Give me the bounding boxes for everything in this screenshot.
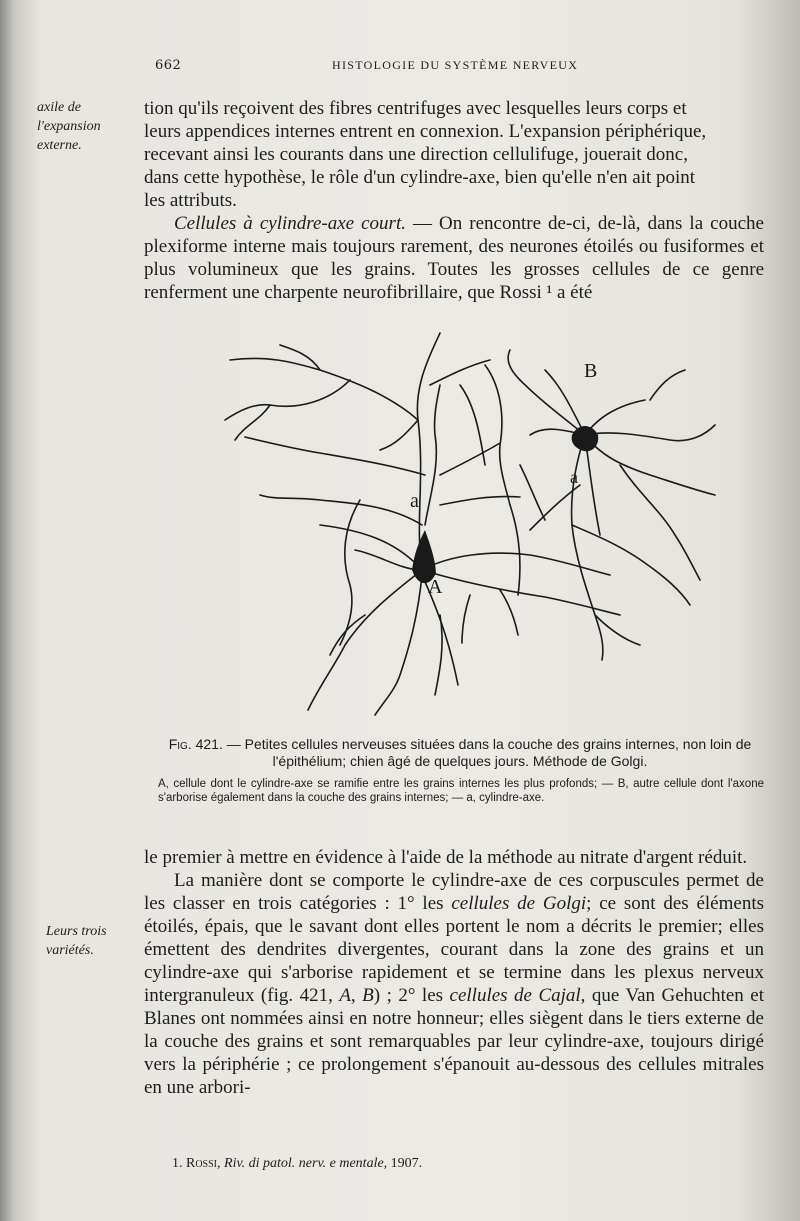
paragraph-4-italic: A, B [339,985,374,1006]
paragraph-2-text: — On rencontre de-ci, de-là, dans la couche plexiforme interne mais toujours rarement, des neurones étoilés ou fusiformes et plus volumineux que les grains. Toutes les grosses cellules de ce genre renferment une charpente neurofibrillaire, que Rossi ¹ a été [144,213,764,303]
paragraph-1-line: les attributs. [144,190,237,211]
figure-legend: A, cellule dont le cylindre-axe se ramifie entre les grains internes les plus profonds; — B, autre cellule dont l'axone s'arborise également dans la couche des grains internes; — a, cylindre-axe. [158,778,764,804]
paragraph-4-text: La manière dont se comporte le cylindre-axe de ces corpuscules permet de les classer en trois catégories : 1° les [144,870,764,914]
margin-note-2: Leurs trois variétés. [46,924,107,958]
section-heading: Cellules à cylindre-axe court. [174,213,406,234]
running-header [152,58,762,78]
label-a-right: a [570,467,578,487]
paragraph-1-line: dans cette hypothèse, le rôle d'un cylindre-axe, bien qu'elle n'en ait point [144,167,696,188]
margin-note-1: axile de l'expansion externe. [37,100,101,153]
paragraph-4-text: , que Van Gehuchten et Blanes ont nommées ainsi en notre honneur; elles siègent dans le tiers externe de la couche des grains et sont remarquables par leur cylindre-axe, toujours dirigé vers la périphérie ; ce prolongement s'épanouit au-dessous des cellules mitrales en une arbori- [144,985,764,1098]
figure-caption [158,736,762,770]
paragraph-1-line: recevant ainsi les courants dans une direction cellulifuge, jouerait donc, [144,144,688,165]
paragraph-4-italic: cellules de Cajal [449,985,581,1006]
paragraph-2 [144,212,764,304]
footnote-year: 1907. [390,1156,423,1171]
paragraph-4-italic: cellules de Golgi [451,893,587,914]
footnote-reference: Riv. di patol. nerv. e mentale, [224,1156,388,1171]
footnote [172,1156,772,1172]
page-number: 662 [155,58,182,73]
running-title: HISTOLOGIE DU SYSTÈME NERVEUX [332,58,579,72]
body-text-2 [144,846,764,1099]
neuron-illustration [200,325,740,720]
paragraph-4-text: ) ; 2° les [373,985,450,1006]
label-B: B [584,360,598,382]
footnote-author: Rossi, [186,1156,221,1171]
footnote-number: 1. [172,1156,183,1171]
figure-caption-text: — Petites cellules nerveuses situées dans la couche des grains internes, non loin de l'épithélium; chien âgé de quelques jours. Méthode de Golgi. [222,736,752,769]
paragraph-1 [144,97,764,304]
paragraph-1-line: leurs appendices internes entrent en connexion. L'expansion périphérique, [144,121,707,142]
paragraph-4 [144,869,764,1099]
label-a-upper: a [410,490,419,512]
paragraph-3: le premier à mettre en évidence à l'aide de la méthode au nitrate d'argent réduit. [144,847,748,868]
figure-number: Fig. 421. [168,736,223,752]
paragraph-4-text: ; ce sont des éléments étoilés, épais, que le savant dont elles portent le nom a décrits le premier; elles émettent des dendrites divergentes, courant dans la zone des grains et un cylindre-axe qui s'arborise rapidement et se termine dans les plexus nerveux intergranuleux (fig. 421, [144,893,764,1006]
paragraph-1-line: tion qu'ils reçoivent des fibres centrifuges avec lesquelles leurs corps et [144,98,687,119]
label-A: A [428,576,443,598]
